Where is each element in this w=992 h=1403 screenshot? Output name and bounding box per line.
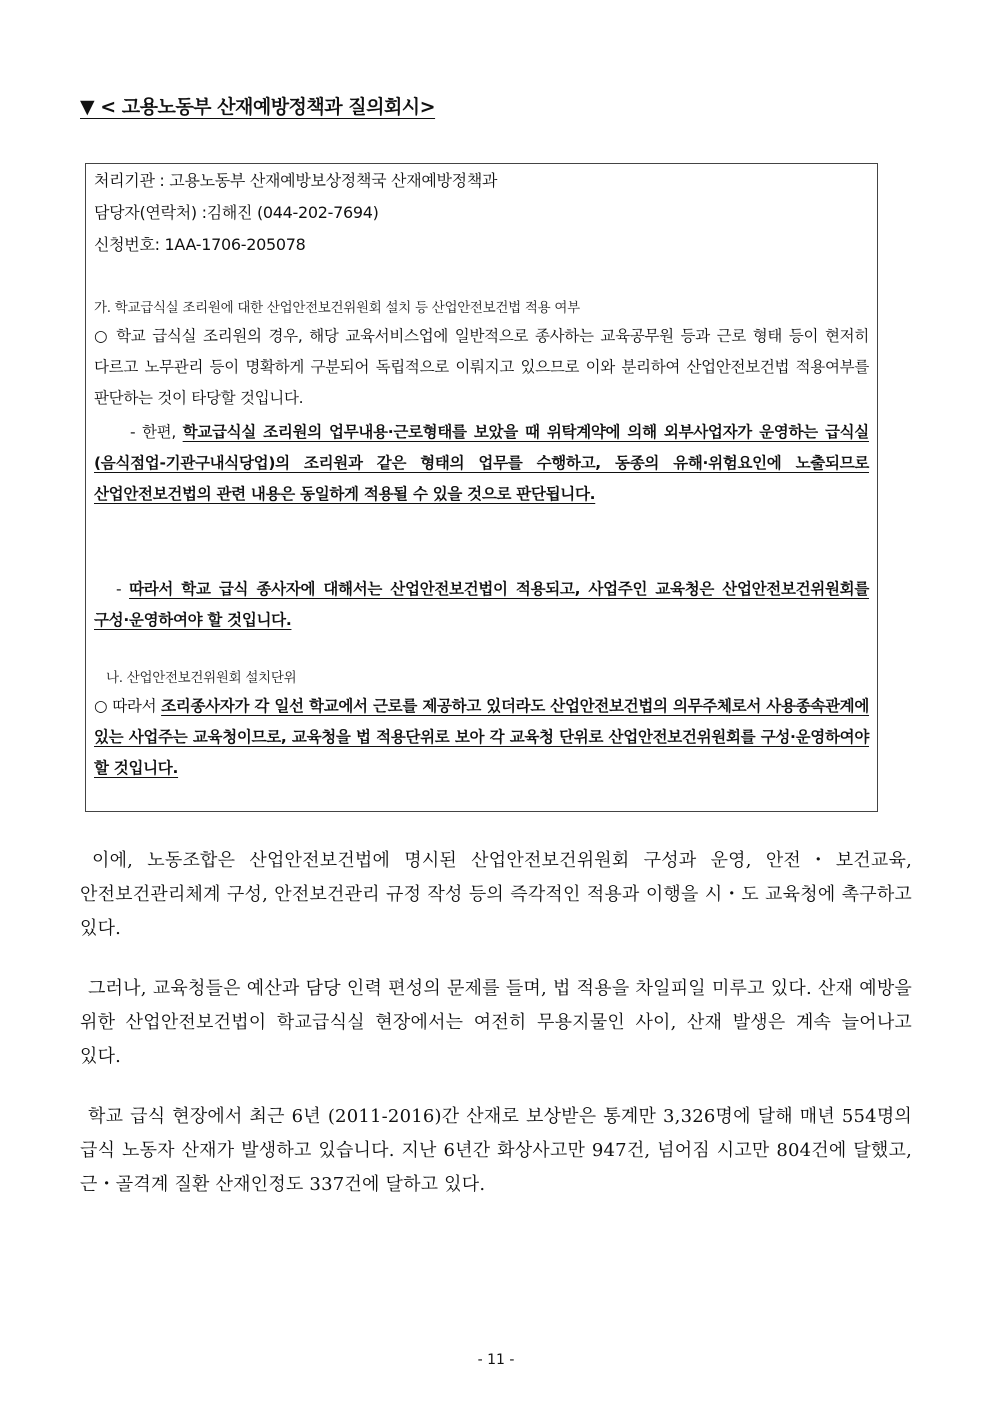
contact-person: 담당자(연락처) :김해진 (044-202-7694) xyxy=(94,203,379,222)
page-number: - 11 - xyxy=(477,1352,515,1368)
body-paragraph-3: 학교 급식 현장에서 최근 6년 (2011-2016)간 산재로 보상받은 통계만 3,326명에 달해 매년 554명의 급식 노동자 산재가 발생하고 있습니다. 지난 6년간 화상사고만 947건, 넘어짐 시고만 804건에 달했고, 근・골격계 질환 산재인정도 337건에 달하고 있다. xyxy=(80,1106,912,1195)
section-a-p3-underlined: 따라서 학교 급식 종사자에 대해서는 산업안전보건법이 적용되고, 사업주인 교육청은 산업안전보건위원회를 구성·운영하여야 할 것입니다. xyxy=(94,580,870,629)
section-b-underlined: 조리종사자가 각 일선 학교에서 근로를 제공하고 있더라도 산업안전보건법의 의무주체로서 사용종속관계에 있는 사업주는 교육청이므로, 교육청을 법 적용단위로 보아 각 교육청 단위로 산업안전보건위원회를 구성·운영하여야 할 것입니다. xyxy=(94,697,870,777)
reply-box xyxy=(85,163,878,812)
section-a-paragraph-2 xyxy=(94,417,869,510)
section-a-p3-prefix: - xyxy=(116,580,130,598)
section-b-paragraph xyxy=(94,691,869,784)
section-b-title: 나. 산업안전보건위원회 설치단위 xyxy=(106,670,297,686)
section-a-p2-underlined: 학교급식실 조리원의 업무내용·근로형태를 보았을 때 위탁계약에 의해 외부사업자가 운영하는 급식실(음식점업-기관구내식당업)의 조리원과 같은 형태의 업무를 수행하고, 동종의 유해·위험요인에 노출되므로 산업안전보건법의 관련 내용은 동일하게 적용될 수 있을 것으로 판단됩니다. xyxy=(94,423,869,503)
section-b-prefix: ○ 따라서 xyxy=(94,697,162,715)
section-a-p2-prefix: - 한편, xyxy=(130,423,183,441)
processing-org: 처리기관 : 고용노동부 산재예방보상정책국 산재예방정책과 xyxy=(94,171,498,190)
body-paragraph-2: 그러나, 교육청들은 예산과 담당 인력 편성의 문제를 들며, 법 적용을 차일피일 미루고 있다. 산재 예방을 위한 산업안전보건법이 학교급식실 현장에서는 여전히 무용지물인 사이, 산재 발생은 계속 늘어나고 있다. xyxy=(80,978,912,1067)
section-a-paragraph-3 xyxy=(94,574,869,636)
body-paragraph-1: 이에, 노동조합은 산업안전보건법에 명시된 산업안전보건위원회 구성과 운영, 안전・보건교육, 안전보건관리체계 구성, 안전보건관리 규정 작성 등의 즉각적인 적용과 이행을 시・도 교육청에 촉구하고 있다. xyxy=(80,850,912,939)
section-a-paragraph-1: ○ 학교 급식실 조리원의 경우, 해당 교육서비스업에 일반적으로 종사하는 교육공무원 등과 근로 형태 등이 현저히 다르고 노무관리 등이 명확하게 구분되어 독립적으로 이뤄지고 있으므로 이와 분리하여 산업안전보건법 적용여부를 판단하는 것이 타당할 것입니다. xyxy=(94,327,869,407)
request-number: 신청번호: 1AA-1706-205078 xyxy=(94,235,306,254)
section-a-title: 가. 학교급식실 조리원에 대한 산업안전보건위원회 설치 등 산업안전보건법 적용 여부 xyxy=(94,300,580,316)
section-heading: ▼ < 고용노동부 산재예방정책과 질의회시> xyxy=(80,96,436,118)
